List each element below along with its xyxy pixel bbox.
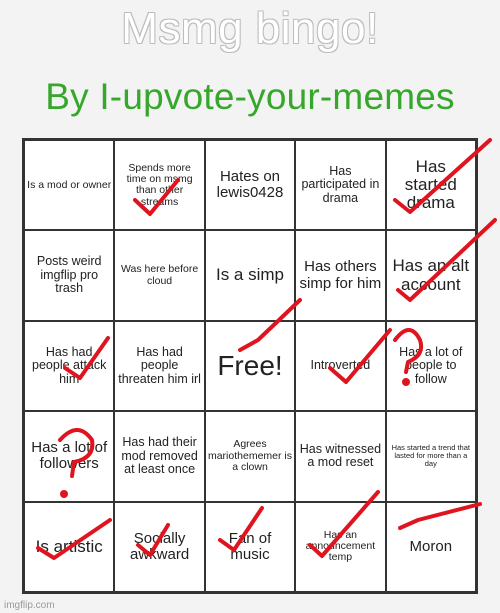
imgflip-watermark: imgflip.com bbox=[4, 600, 55, 611]
bingo-cell: Introverted bbox=[295, 321, 385, 411]
bingo-cell: Posts weird imgflip pro trash bbox=[24, 230, 114, 320]
bingo-cell: Has a lot of followers bbox=[24, 411, 114, 501]
bingo-cell: Socially awkward bbox=[114, 502, 204, 592]
bingo-cell: Hates on lewis0428 bbox=[205, 140, 295, 230]
free-cell: Free! bbox=[205, 321, 295, 411]
author-subtitle: By I-upvote-your-memes bbox=[45, 76, 455, 117]
bingo-cell: Agrees mariothememer is a clown bbox=[205, 411, 295, 501]
bingo-cell: Moron bbox=[386, 502, 476, 592]
bingo-cell: Has others simp for him bbox=[295, 230, 385, 320]
bingo-cell: Has witnessed a mod reset bbox=[295, 411, 385, 501]
bingo-cell: Is a mod or owner bbox=[24, 140, 114, 230]
bingo-cell: Has participated in drama bbox=[295, 140, 385, 230]
bingo-cell: Is a simp bbox=[205, 230, 295, 320]
page-title: Msmg bingo! bbox=[121, 4, 379, 53]
bingo-cell: Has had people attack him bbox=[24, 321, 114, 411]
bingo-cell: Has had people threaten him irl bbox=[114, 321, 204, 411]
bingo-cell: Has an announcement temp bbox=[295, 502, 385, 592]
bingo-cell: Has an alt account bbox=[386, 230, 476, 320]
bingo-board bbox=[22, 138, 478, 594]
bingo-cell: Was here before cloud bbox=[114, 230, 204, 320]
bingo-cell: Has had their mod removed at least once bbox=[114, 411, 204, 501]
bingo-cell: Has a lot of people to follow bbox=[386, 321, 476, 411]
bingo-cell: Spends more time on msmg than other streams bbox=[114, 140, 204, 230]
bingo-cell: Is artistic bbox=[24, 502, 114, 592]
bingo-cell: Fan of music bbox=[205, 502, 295, 592]
bingo-cell: Has started a trend that lasted for more than a day bbox=[386, 411, 476, 501]
bingo-cell: Has started drama bbox=[386, 140, 476, 230]
